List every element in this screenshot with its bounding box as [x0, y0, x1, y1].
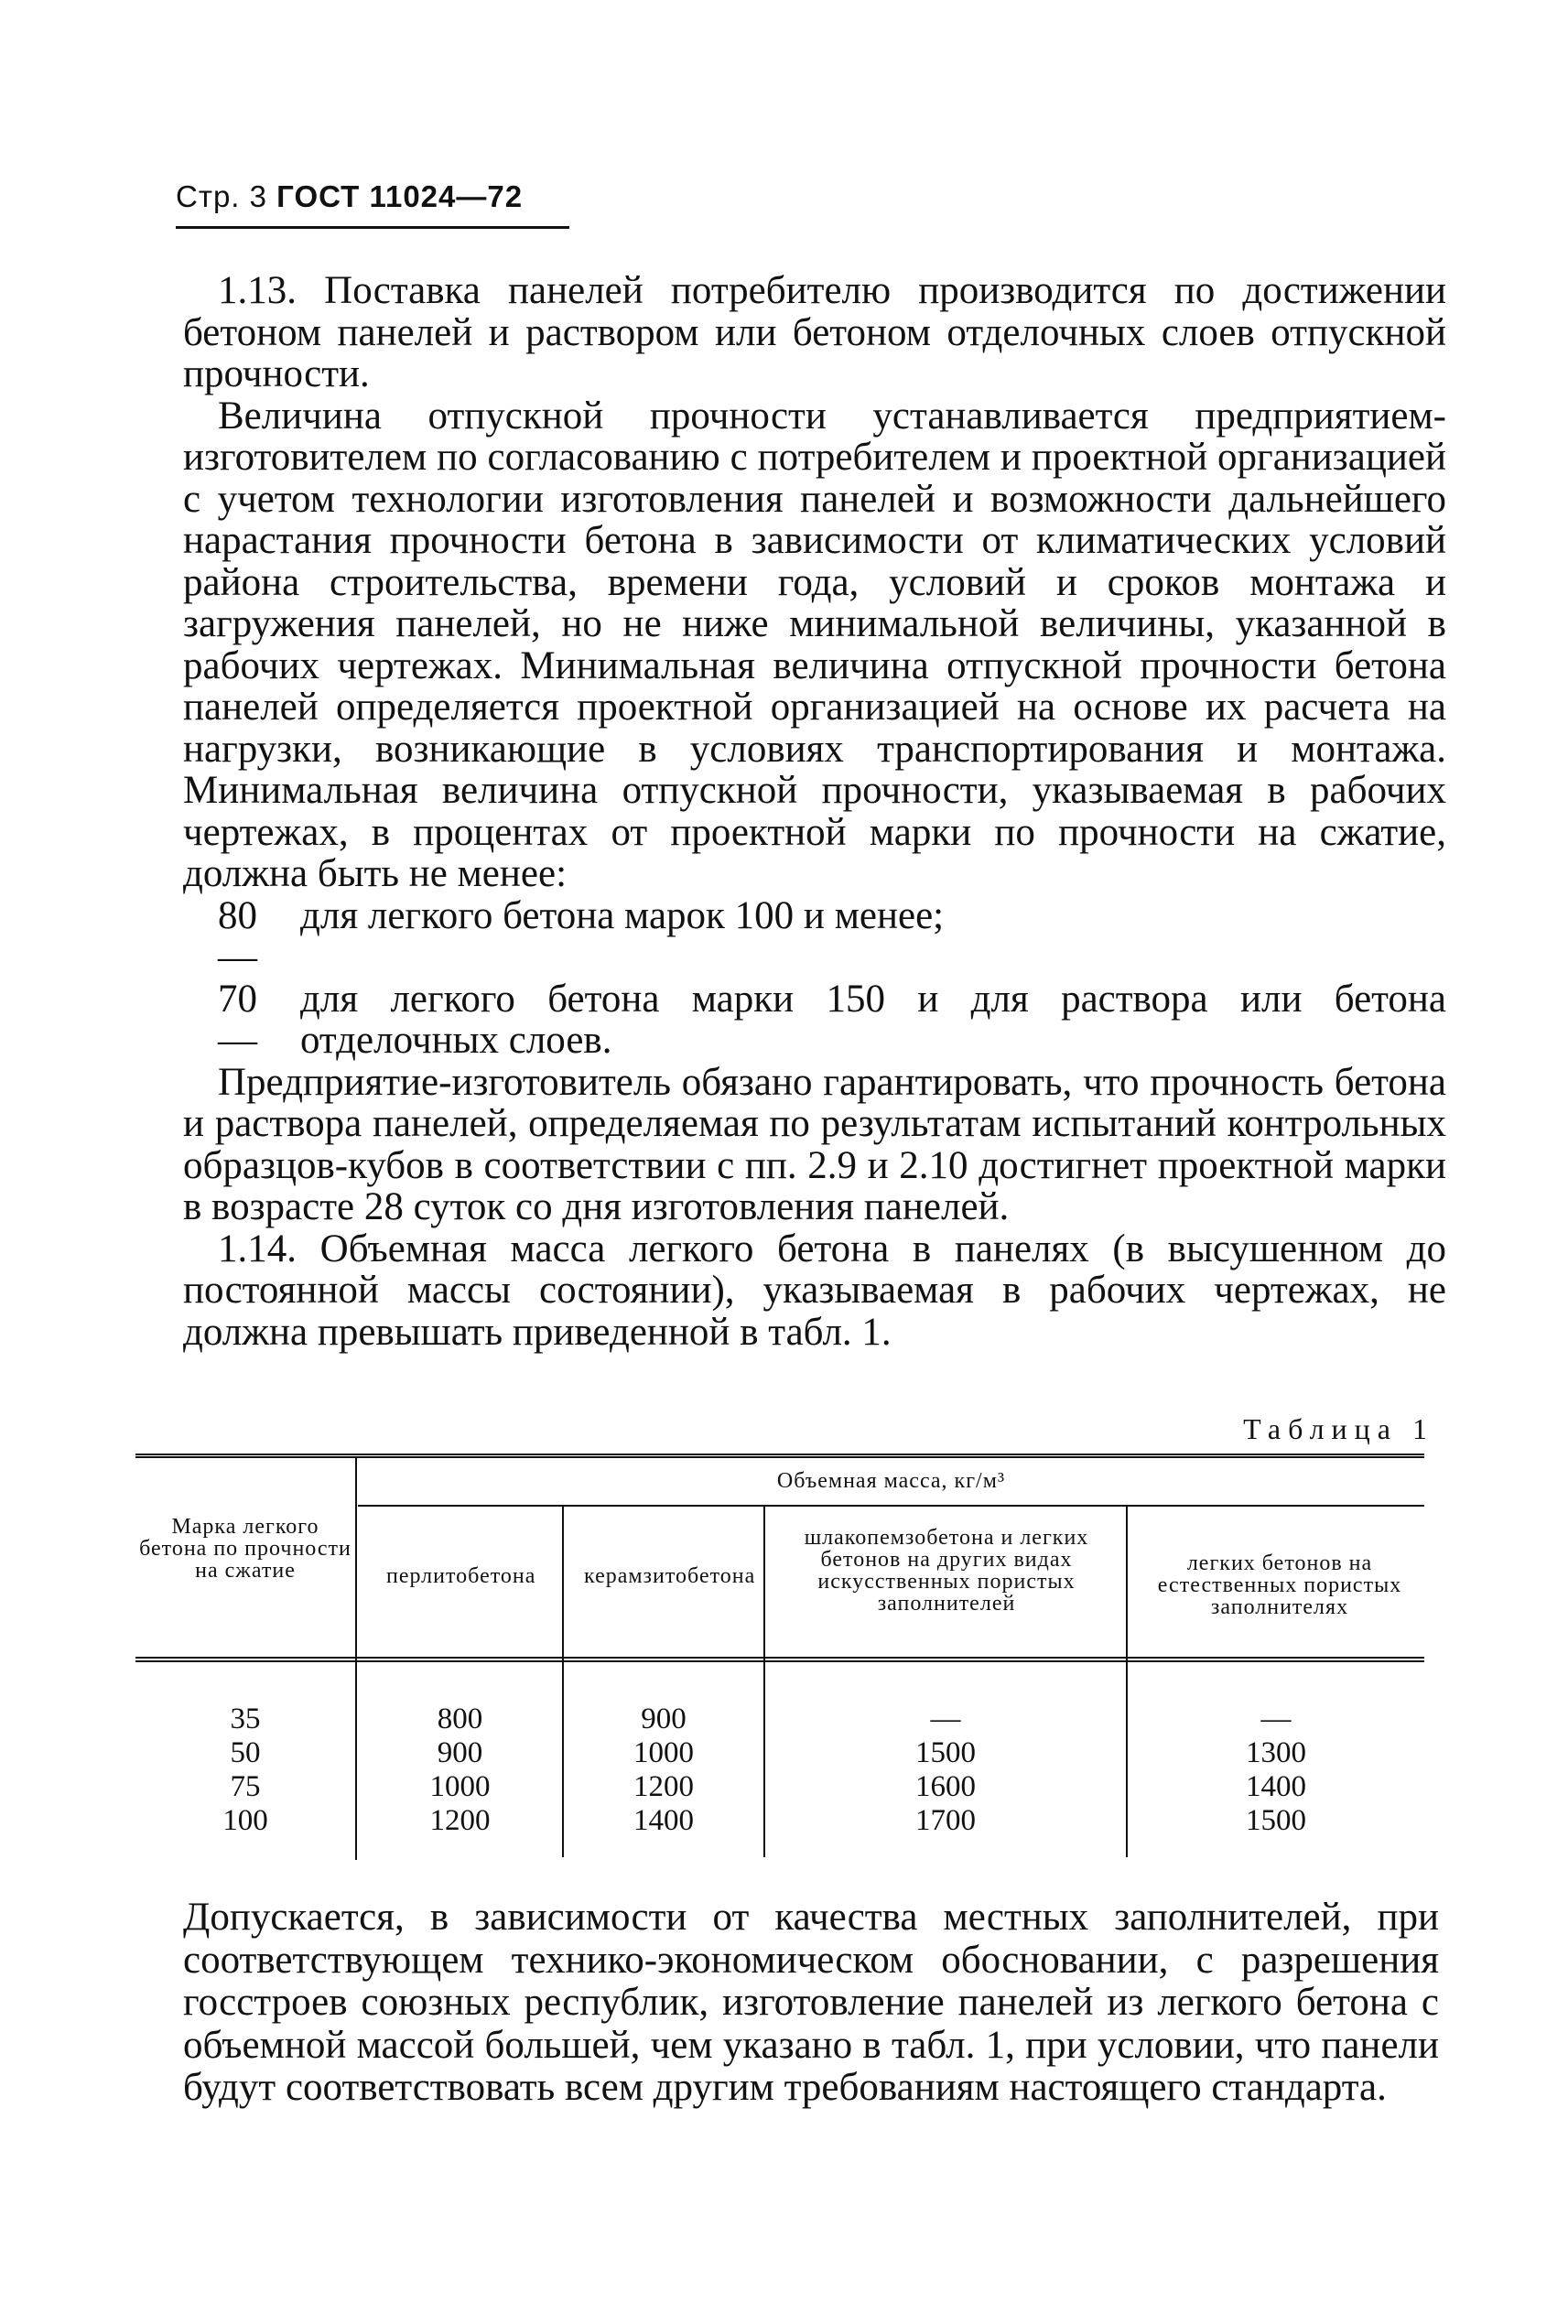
- table-cell: —: [930, 1702, 961, 1735]
- column-divider: [355, 1457, 357, 1860]
- list-item: [218, 978, 1446, 1062]
- closing-text: [183, 1897, 1439, 2110]
- table-cell: 50: [230, 1736, 261, 1769]
- header-bottom-rule: [135, 1660, 1424, 1662]
- main-text: [183, 270, 1446, 1353]
- table-cell: 1000: [633, 1736, 694, 1769]
- list-item-text: для легкого бетона марок 100 и менее;: [300, 893, 945, 937]
- table-cell: 75: [230, 1770, 261, 1803]
- page-header: [176, 179, 523, 214]
- standard-number: ГОСТ 11024—72: [276, 179, 524, 213]
- group-header-rule: [358, 1505, 1424, 1507]
- grade-column-header: Марка легкого бетона по прочности на сжатие: [139, 1515, 351, 1583]
- paragraph-1-14: 1.14. Объемная масса легкого бетона в панелях (в высушенном до постоянной массы состоянии), указываемая в рабочих чертежах, не должна превышать приведенной в табл. 1.: [183, 1227, 1446, 1354]
- table-cell: 1200: [429, 1804, 491, 1837]
- table-1: [135, 1454, 1424, 1865]
- table-cell: 1500: [915, 1736, 976, 1769]
- grade-column: [135, 1702, 355, 1838]
- density-group-header: Объемная масса, кг/м³: [776, 1469, 1006, 1493]
- table-cell: 900: [437, 1736, 483, 1769]
- list-item-number: 70 —: [218, 977, 257, 1062]
- table-cell: 800: [437, 1702, 483, 1735]
- table-cell: 1700: [915, 1804, 976, 1837]
- list-item-number: 80 —: [218, 893, 257, 978]
- table-cell: 1300: [1246, 1736, 1306, 1769]
- table-cell: 1600: [915, 1770, 976, 1803]
- natural-aggregate-header: легких бетонов на естественных пористых заполнителях: [1157, 1551, 1402, 1619]
- table-cell: 100: [222, 1804, 268, 1837]
- keramzit-concrete-header: керамзитобетона: [584, 1564, 756, 1588]
- slag-concrete-header: шлакопемзобетона и легких бетонов на других видах искусственных пористых заполнителей: [804, 1526, 1089, 1616]
- paragraph-release-strength: Величина отпускной прочности устанавливается предприятием-изготовителем по согласованию с потребителем и проектной организацией с учетом технологии изготовления панелей и возможности дальнейшего нарастания прочности бетона в зависимости от климатических условий района строительства, времени года, условий и сроков монтажа и загружения панелей, но не ниже минимальной величины, указанной в рабочих чертежах. Минимальная величина отпускной прочности бетона панелей определяется проектной организацией на основе их расчета на нагрузки, возникающие в условиях транспортирования и монтажа. Минимальная величина отпускной прочности, указываемая в рабочих чертежах, в процентах от проектной марки по прочности на сжатие, должна быть не менее:: [183, 394, 1446, 895]
- header-bottom-rule: [135, 1657, 1424, 1659]
- paragraph-permission: Допускается, в зависимости от качества местных заполнителей, при соответствующем технико-экономическом обосновании, с разрешения госстроев союзных республик, изготовление панелей из легкого бетона с объемной массой большей, чем указано в табл. 1, при условии, что панели будут соответствовать всем другим требованиям настоящего стандарта.: [183, 1896, 1439, 2109]
- natural-column: [1128, 1702, 1424, 1838]
- table-cell: —: [1260, 1702, 1292, 1735]
- table-cell: 1500: [1246, 1804, 1306, 1837]
- table-cell: 1400: [633, 1804, 694, 1837]
- table-cell: 1000: [429, 1770, 491, 1803]
- paragraph-guarantee: Предприятие-изготовитель обязано гарантировать, что прочность бетона и раствора панелей, определяемая по результатам испытаний контрольных образцов-кубов в соответствии с пп. 2.9 и 2.10 достигнет проектной марки в возрасте 28 суток со дня изготовления панелей.: [183, 1060, 1446, 1228]
- keramzit-column: [564, 1702, 763, 1838]
- table-cell: 1200: [633, 1770, 694, 1803]
- table-cell: 900: [641, 1702, 687, 1735]
- slag-column: [765, 1702, 1126, 1838]
- table-cell: 35: [230, 1702, 261, 1735]
- paragraph-1-13: 1.13. Поставка панелей потребителю производится по достижении бетоном панелей и раствором или бетоном отделочных слоев отпускной прочности.: [183, 269, 1446, 395]
- header-rule: [176, 226, 569, 229]
- perlite-concrete-header: перлитобетона: [386, 1564, 536, 1588]
- table-top-rule: [135, 1456, 1424, 1458]
- list-item: [218, 895, 1446, 978]
- list-item-text: для легкого бетона марки 150 и для раствора или бетона отделочных слоев.: [300, 977, 1446, 1062]
- table-cell: 1400: [1246, 1770, 1306, 1803]
- perlite-column: [358, 1702, 562, 1838]
- strength-list: [183, 895, 1446, 1062]
- table-top-rule: [135, 1454, 1424, 1455]
- table-caption: Таблица 1: [1243, 1412, 1434, 1445]
- page-number: Стр. 3: [176, 179, 267, 213]
